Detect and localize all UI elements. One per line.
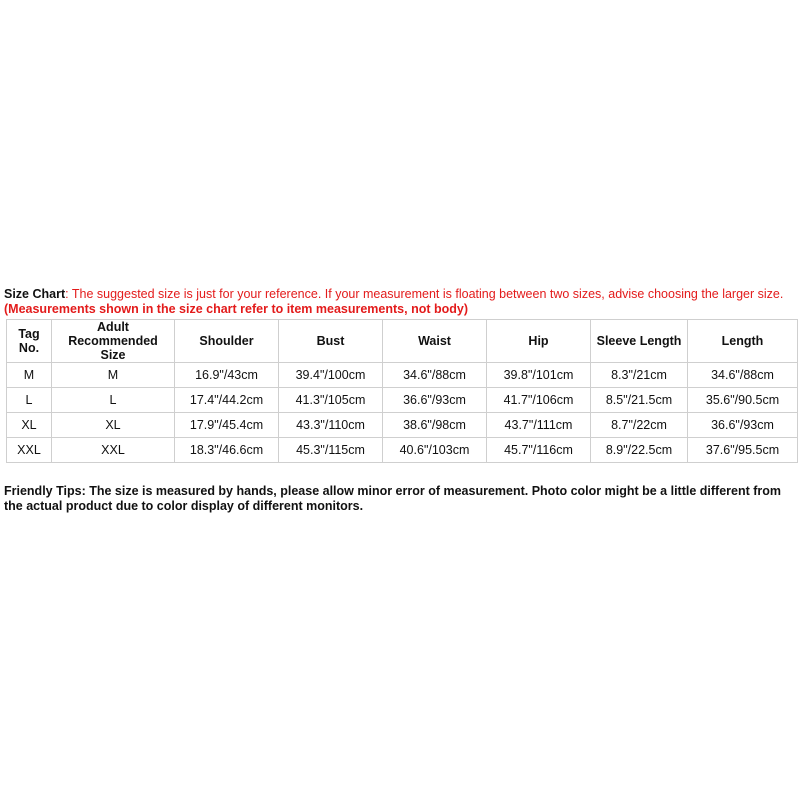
cell-shoulder: 17.4"/44.2cm — [175, 388, 279, 413]
header-sleeve-length: Sleeve Length — [591, 320, 688, 363]
size-chart-colon: : — [65, 287, 69, 301]
table-row — [7, 438, 798, 463]
cell-sleeve-length: 8.7"/22cm — [591, 413, 688, 438]
cell-length: 36.6"/93cm — [688, 413, 798, 438]
header-hip: Hip — [487, 320, 591, 363]
friendly-tips: Friendly Tips: The size is measured by hands, please allow minor error of measurement. Photo color might be a little different from the actual product due to color display of different monitors. — [4, 484, 782, 513]
size-chart-label: Size Chart — [4, 287, 66, 301]
size-chart-emphasis: (Measurements shown in the size chart refer to item measurements, not body) — [4, 302, 468, 316]
cell-bust: 39.4"/100cm — [279, 363, 383, 388]
cell-hip: 43.7"/111cm — [487, 413, 591, 438]
cell-recommended-size: XXL — [52, 438, 175, 463]
table-row — [7, 388, 798, 413]
table-row — [7, 413, 798, 438]
cell-hip: 41.7"/106cm — [487, 388, 591, 413]
cell-waist: 38.6"/98cm — [383, 413, 487, 438]
cell-sleeve-length: 8.3"/21cm — [591, 363, 688, 388]
cell-waist: 36.6"/93cm — [383, 388, 487, 413]
cell-length: 37.6"/95.5cm — [688, 438, 798, 463]
cell-tag-no: XL — [7, 413, 52, 438]
cell-sleeve-length: 8.9"/22.5cm — [591, 438, 688, 463]
cell-bust: 41.3"/105cm — [279, 388, 383, 413]
cell-recommended-size: M — [52, 363, 175, 388]
header-shoulder: Shoulder — [175, 320, 279, 363]
cell-tag-no: L — [7, 388, 52, 413]
cell-waist: 40.6"/103cm — [383, 438, 487, 463]
table-header-row — [7, 320, 798, 363]
cell-length: 34.6"/88cm — [688, 363, 798, 388]
cell-tag-no: XXL — [7, 438, 52, 463]
cell-shoulder: 16.9"/43cm — [175, 363, 279, 388]
cell-bust: 43.3"/110cm — [279, 413, 383, 438]
cell-recommended-size: XL — [52, 413, 175, 438]
table-row — [7, 363, 798, 388]
cell-bust: 45.3"/115cm — [279, 438, 383, 463]
cell-recommended-size: L — [52, 388, 175, 413]
header-waist: Waist — [383, 320, 487, 363]
cell-tag-no: M — [7, 363, 52, 388]
header-bust: Bust — [279, 320, 383, 363]
cell-shoulder: 18.3"/46.6cm — [175, 438, 279, 463]
cell-hip: 39.8"/101cm — [487, 363, 591, 388]
cell-waist: 34.6"/88cm — [383, 363, 487, 388]
size-chart-intro — [4, 287, 796, 317]
header-tag-no: Tag No. — [7, 320, 52, 363]
size-chart-note: The suggested size is just for your reference. If your measurement is floating between two sizes, advise choosing the larger size. — [68, 287, 784, 301]
cell-length: 35.6"/90.5cm — [688, 388, 798, 413]
cell-shoulder: 17.9"/45.4cm — [175, 413, 279, 438]
header-length: Length — [688, 320, 798, 363]
cell-sleeve-length: 8.5"/21.5cm — [591, 388, 688, 413]
cell-hip: 45.7"/116cm — [487, 438, 591, 463]
size-table — [6, 319, 798, 463]
header-adult-recommended-size: Adult Recommended Size — [52, 320, 175, 363]
